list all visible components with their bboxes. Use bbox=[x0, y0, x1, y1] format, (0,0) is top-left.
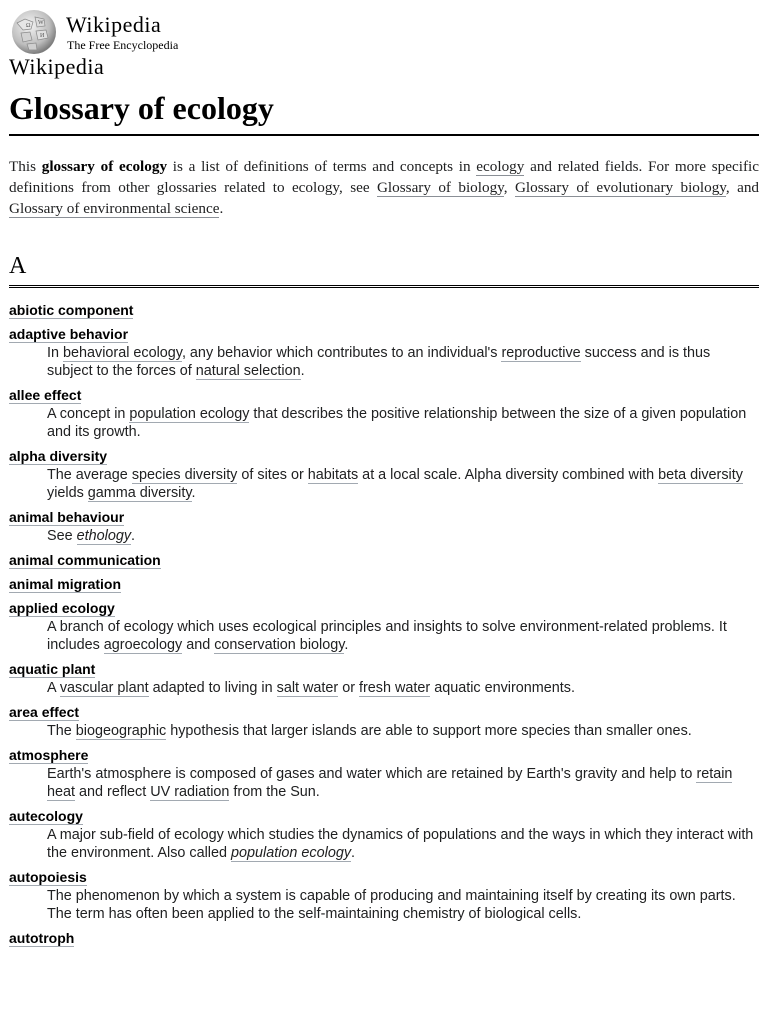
def-text: and bbox=[182, 637, 215, 653]
term-label: aquatic plant bbox=[9, 661, 96, 677]
term-abiotic-component[interactable] bbox=[9, 302, 759, 319]
intro-text: This bbox=[9, 158, 42, 175]
link-salt-water[interactable]: salt water bbox=[276, 680, 339, 696]
definition bbox=[47, 826, 759, 862]
wordmark[interactable] bbox=[66, 11, 179, 52]
link-behavioral-ecology[interactable]: behavioral ecology bbox=[63, 345, 182, 361]
def-text: A bbox=[47, 680, 60, 696]
svg-text:Ω: Ω bbox=[26, 23, 31, 29]
link-label: ethology bbox=[76, 528, 132, 544]
link-glossary-biology[interactable]: Glossary of biology bbox=[376, 179, 504, 196]
svg-text:И: И bbox=[40, 33, 45, 39]
def-text: at a local scale. Alpha diversity combined with bbox=[358, 467, 659, 483]
term-atmosphere[interactable] bbox=[9, 747, 759, 764]
term-label: autecology bbox=[9, 808, 83, 824]
term-label: atmosphere bbox=[9, 747, 89, 763]
link-vascular-plant[interactable]: vascular plant bbox=[59, 680, 149, 696]
site-header bbox=[9, 0, 759, 56]
section-heading-a: A bbox=[9, 251, 759, 288]
intro-text: , bbox=[503, 179, 515, 196]
link-glossary-evolutionary-biology[interactable]: Glossary of evolutionary biology bbox=[514, 179, 726, 196]
def-text: that describes the positive relationship between the size of a given population and its growth. bbox=[47, 406, 747, 440]
definition bbox=[47, 887, 759, 923]
wordmark-tagline: The Free Encyclopedia bbox=[67, 37, 179, 52]
def-text: adapted to living in bbox=[148, 680, 277, 696]
term-label: animal communication bbox=[9, 552, 161, 568]
term-label: area effect bbox=[9, 704, 80, 720]
wikipedia-globe-icon[interactable] bbox=[9, 9, 59, 55]
link-fresh-water[interactable]: fresh water bbox=[359, 680, 431, 696]
term-label: adaptive behavior bbox=[9, 326, 129, 342]
def-text: yields bbox=[47, 485, 88, 501]
def-text: . bbox=[191, 485, 196, 501]
def-text: . bbox=[300, 363, 305, 379]
definition bbox=[47, 405, 759, 441]
term-adaptive-behavior[interactable] bbox=[9, 326, 759, 343]
link-natural-selection[interactable]: natural selection bbox=[195, 363, 301, 379]
link-population-ecology[interactable]: population ecology bbox=[129, 406, 250, 422]
term-label: autotroph bbox=[9, 930, 75, 946]
definition bbox=[47, 527, 759, 545]
def-text: . bbox=[131, 528, 136, 544]
link-beta-diversity[interactable]: beta diversity bbox=[658, 467, 743, 483]
link-species-diversity[interactable]: species diversity bbox=[131, 467, 238, 483]
term-animal-migration[interactable] bbox=[9, 576, 759, 593]
def-text: In bbox=[47, 345, 63, 361]
intro-text: and related fields. For more specific definitions from other glossaries related to ecology, see bbox=[9, 158, 759, 196]
term-label: alpha diversity bbox=[9, 448, 108, 464]
def-text: from the Sun. bbox=[229, 784, 320, 800]
def-text: A concept in bbox=[47, 406, 130, 422]
link-ecology[interactable]: ecology bbox=[476, 158, 525, 175]
definition bbox=[47, 344, 759, 380]
link-habitats[interactable]: habitats bbox=[307, 467, 359, 483]
def-text: The phenomenon by which a system is capable of producing and maintaining itself by creating its own parts. The term has often been applied to the self-maintaining chemistry of biological cells. bbox=[47, 888, 736, 922]
link-agroecology[interactable]: agroecology bbox=[103, 637, 183, 653]
link-glossary-environmental-science[interactable]: Glossary of environmental science bbox=[9, 200, 220, 217]
term-alpha-diversity[interactable] bbox=[9, 448, 759, 465]
def-text: A major sub-field of ecology which studies the dynamics of populations and the ways in which they interact with the environment. Also called bbox=[47, 827, 754, 861]
link-retain-heat[interactable]: retain heat bbox=[47, 766, 733, 800]
definition bbox=[47, 618, 759, 654]
def-text: aquatic environments. bbox=[430, 680, 575, 696]
def-text: . bbox=[344, 637, 349, 653]
def-text: success and is thus subject to the forces of bbox=[47, 345, 711, 379]
glossary-list bbox=[9, 302, 759, 947]
def-text: or bbox=[338, 680, 360, 696]
intro-text: is a list of definitions of terms and concepts in bbox=[167, 158, 477, 175]
wordmark-big[interactable]: Wikipedia bbox=[9, 54, 105, 79]
def-text: Earth's atmosphere is composed of gases and water which are retained by Earth's gravity and help to bbox=[47, 766, 697, 782]
term-allee-effect[interactable] bbox=[9, 387, 759, 404]
def-text: A branch of ecology which uses ecological principles and insights to solve environment-related problems. It includes bbox=[47, 619, 727, 653]
link-uv-radiation[interactable]: UV radiation bbox=[150, 784, 230, 800]
term-label: animal migration bbox=[9, 576, 122, 592]
def-text: The average bbox=[47, 467, 132, 483]
term-animal-communication[interactable] bbox=[9, 552, 759, 569]
term-label: applied ecology bbox=[9, 600, 115, 616]
link-population-ecology[interactable] bbox=[231, 845, 351, 862]
term-area-effect[interactable] bbox=[9, 704, 759, 721]
definition bbox=[47, 466, 759, 502]
term-label: animal behaviour bbox=[9, 509, 125, 525]
intro-text: , and bbox=[725, 179, 760, 196]
term-label: abiotic component bbox=[9, 302, 134, 318]
link-biogeographic[interactable]: biogeographic bbox=[75, 723, 167, 739]
term-label: allee effect bbox=[9, 387, 82, 403]
def-text: See bbox=[47, 528, 77, 544]
term-animal-behaviour[interactable] bbox=[9, 509, 759, 526]
intro-bold: glossary of ecology bbox=[41, 158, 168, 175]
def-text: The bbox=[47, 723, 76, 739]
term-label: autopoiesis bbox=[9, 869, 87, 885]
definition bbox=[47, 765, 759, 801]
def-text: and reflect bbox=[75, 784, 151, 800]
definition bbox=[47, 679, 759, 697]
link-ethology[interactable] bbox=[77, 528, 131, 545]
term-autotroph[interactable] bbox=[9, 930, 759, 947]
link-label: population ecology bbox=[231, 845, 352, 861]
term-autecology[interactable] bbox=[9, 808, 759, 825]
intro-paragraph bbox=[9, 156, 759, 219]
link-conservation-biology[interactable]: conservation biology bbox=[214, 637, 345, 653]
intro-text: . bbox=[219, 200, 224, 217]
def-text: hypothesis that larger islands are able to support more species than smaller ones. bbox=[166, 723, 692, 739]
term-applied-ecology[interactable] bbox=[9, 600, 759, 617]
term-aquatic-plant[interactable] bbox=[9, 661, 759, 678]
definition bbox=[47, 722, 759, 740]
wordmark-title: Wikipedia bbox=[66, 11, 162, 37]
term-autopoiesis[interactable] bbox=[9, 869, 759, 886]
def-text: of sites or bbox=[237, 467, 308, 483]
page-title: Glossary of ecology bbox=[9, 88, 759, 136]
def-text: , any behavior which contributes to an individual's bbox=[181, 345, 502, 361]
link-reproductive[interactable]: reproductive bbox=[501, 345, 581, 361]
link-gamma-diversity[interactable]: gamma diversity bbox=[87, 485, 192, 501]
svg-text:W: W bbox=[38, 20, 44, 26]
def-text: . bbox=[351, 845, 356, 861]
